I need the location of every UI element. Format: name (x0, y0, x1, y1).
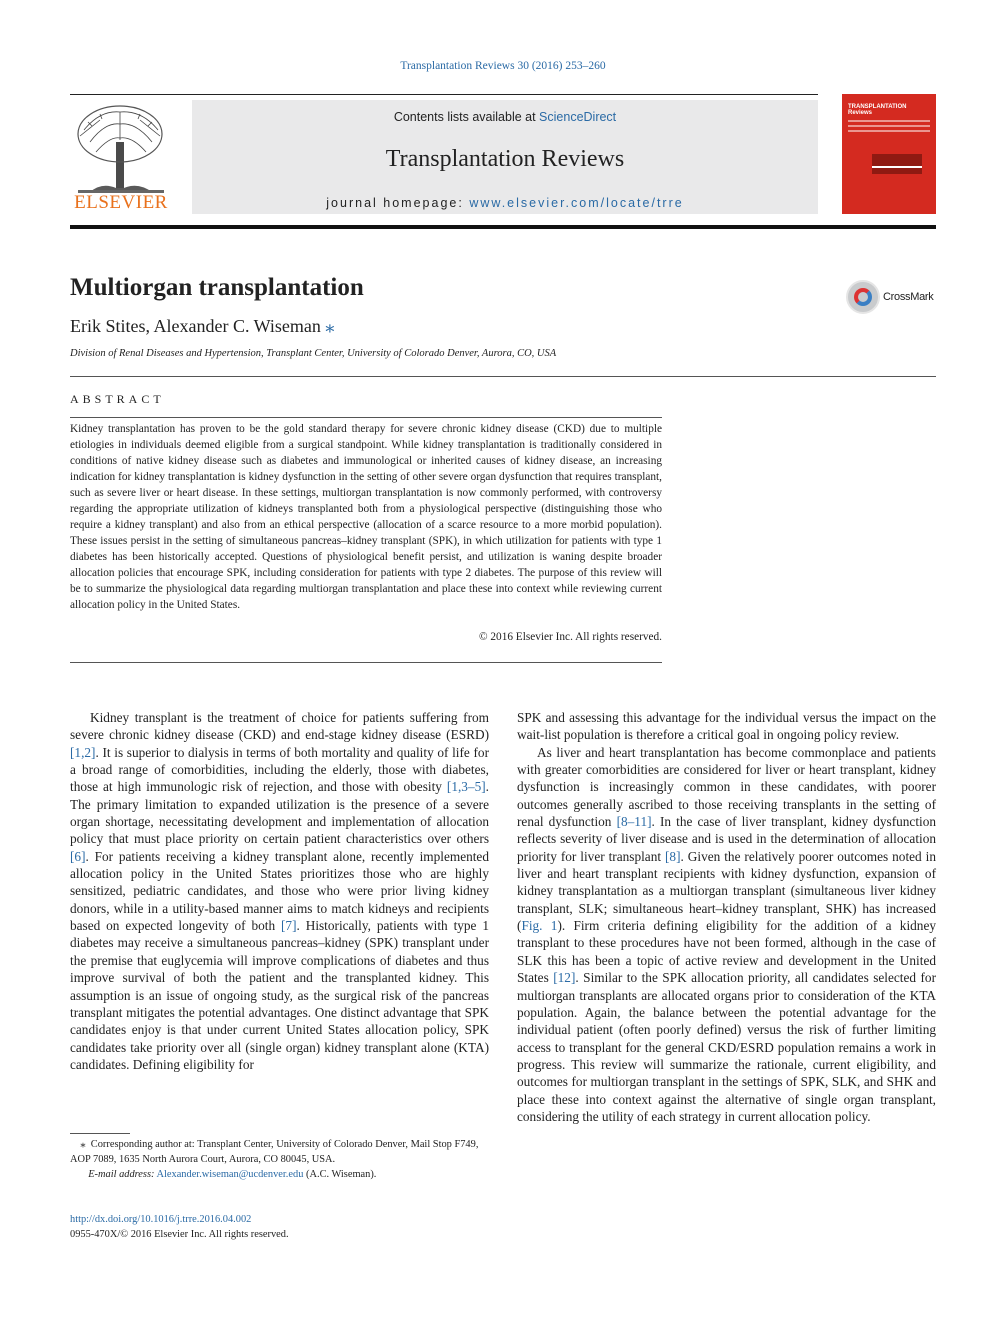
body-paragraph: As liver and heart transplantation has become commonplace and patients with greater comorbidities are considered for liver or heart transplant, kidney dysfunction is increasingly common in these candidates, with poorer outcomes generally ascribed to those receiving transplants in the setting of renal dysfunction [8–11]. In the case of liver transplant, kidney dysfunction reflects severity of liver disease and is used in the determination of allocation priority for liver transplant [8]. Given the relatively poorer outcomes noted in liver and heart transplant recipients with kidney dysfunction, expansion of kidney transplantation as a multiorgan transplant (simultaneous liver kidney transplant, SLK; simultaneous heart–kidney transplant, SHK) has increased (Fig. 1). Firm criteria defining eligibility for the addition of a kidney transplant to these procedures have not been formed, although in the case of SLK this has been a topic of active review and development in the United States [12]. Similar to the SPK allocation priority, all candidates selected for multiorgan transplants are allocated organs prior to consideration of the KTA population. Again, the balance between the potential advantage for the individual patient (often poorly defined) versus the risk of further limiting access to transplant for the general CKD/ESRD population remains a work in progress. This review will summarize the rationale, current eligibility, and outcomes for multiorgan transplant in the settings of SPK, SLK, and SHK and place these into context against the alternative of single organ transplant, considering the utility of each strategy in current allocation policy. (517, 744, 937, 1124)
citation-ref[interactable]: [6] (70, 848, 86, 864)
email-link[interactable]: Alexander.wiseman@ucdenver.edu (156, 1169, 304, 1180)
header-rule (70, 94, 818, 95)
journal-homepage (192, 196, 818, 210)
abstract-text: Kidney transplantation has proven to be the gold standard therapy for severe chronic kidney disease (CKD) due to multiple etiologies in individuals deemed eligible from a surgical standpoint. While kidney transplantation is traditionally considered in conditions of native kidney disease such as diabetes and immunological or inherited causes of kidney disease, an increasing indication for kidney transplantation is kidney dysfunction in the setting of other severe organ dysfunction that requires transplant, such as severe liver or heart disease. In these settings, multiorgan transplantation is now commonly performed, with controversy regarding the appropriate utilization of kidneys transplanted both from a physiological perspective (distinguishing those who require a kidney transplant) and also from an ethical perspective (allocation of a scarce resource to a more morbid population). These issues persist in the setting of simultaneous pancreas–kidney transplant (SPK), in which utilization for patients with type 1 diabetes has been historically accepted. Questions of physiological benefit persist, and utilization is waning despite broader allocation policies that encourage SPK, including consideration for patients with type 2 diabetes. The purpose of this review will be to summarize the physiological data regarding multiorgan transplantation and place these into context while reviewing current allocation policy in the United States. (70, 423, 662, 611)
article-authors (70, 316, 334, 337)
footnote-address: ⁎ Corresponding author at: Transplant Center, University of Colorado Denver, Mail Stop F749, AOP 7089, 1635 North Aurora Court, Aurora, CO 80045, USA. (70, 1139, 479, 1165)
homepage-link[interactable]: www.elsevier.com/locate/trre (469, 196, 684, 210)
body-column-left (70, 709, 489, 1073)
cover-bar (872, 166, 922, 168)
figure-ref[interactable]: Fig. 1 (521, 918, 558, 934)
abstract-heading: ABSTRACT (70, 392, 165, 406)
crossmark-label: CrossMark (883, 291, 934, 303)
crossmark-icon (846, 280, 880, 314)
citation-ref[interactable]: [8] (665, 848, 681, 864)
author-affiliation: Division of Renal Diseases and Hypertension, Transplant Center, University of Colorado Denver, Aurora, CO, USA (70, 348, 557, 359)
journal-banner (192, 100, 818, 214)
citation-ref[interactable]: [1,2] (70, 744, 96, 760)
citation-ref[interactable]: [12] (553, 970, 576, 986)
elsevier-wordmark: ELSEVIER (74, 192, 168, 213)
body-paragraph: Kidney transplant is the treatment of choice for patients suffering from severe chronic kidney disease (CKD) and end-stage kidney disease (ESRD) [1,2]. It is superior to dialysis in terms of both mortality and quality of life for a broad range of comorbidities, including the elderly, those with diabetes, those at high immunologic risk of rejection, and those with obesity [1,3–5]. The primary limitation to expanded utilization is the presence of a severe organ shortage, necessitating development and implementation of allocation policy that must place priority on certain patient characteristics over others [6]. For patients receiving a kidney transplant alone, recently implemented allocation policy in the United States prioritizes those who are highly sensitized, pediatric candidates, and those who were prior living kidney donors, while in a utility-based manner aims to match kidneys and recipients based on expected longevity of both [7]. Historically, patients with type 1 diabetes may receive a simultaneous pancreas–kidney (SPK) transplant under the premise that euglycemia will improve complications of diabetes and thus improve survival of both the patient and the transplanted kidney. This assumption is an issue of ongoing study, as the surgical risk of the pancreas transplant mitigates the potential advantages. One distinct advantage that SPK candidates enjoy is that under current United States allocation policy, SPK candidates take priority over all (single organ) kidney transplant alone (KTA) candidates. Defining eligibility for (70, 710, 489, 1072)
doi-link[interactable]: http://dx.doi.org/10.1016/j.trre.2016.04.002 (70, 1214, 252, 1225)
contents-prefix: Contents lists available at (393, 110, 540, 124)
journal-citation[interactable]: Transplantation Reviews 30 (2016) 253–260 (400, 60, 606, 72)
body-column-right (517, 709, 936, 1125)
corresponding-author-footnote (70, 1137, 489, 1182)
citation-ref[interactable]: [1,3–5] (446, 779, 486, 795)
abstract-copyright: © 2016 Elsevier Inc. All rights reserved. (478, 631, 662, 643)
journal-cover-thumbnail (842, 94, 936, 214)
abstract-top-rule (70, 376, 936, 377)
homepage-prefix: journal homepage: (326, 196, 470, 210)
corresponding-author-mark[interactable]: ⁎ (325, 316, 335, 336)
footnote-rule (70, 1133, 130, 1134)
crossmark-badge[interactable] (846, 280, 936, 318)
cover-title: TRANSPLANTATION Reviews (848, 104, 907, 116)
article-title: Multiorgan transplantation (70, 274, 364, 301)
issn-copyright: 0955-470X/© 2016 Elsevier Inc. All rights reserved. (70, 1229, 289, 1240)
abstract-rule (70, 417, 662, 418)
body-paragraph: SPK and assessing this advantage for the individual versus the impact on the wait-list population is therefore a critical goal in ongoing policy review. (517, 710, 936, 743)
contents-availability (192, 110, 818, 124)
cover-decoration (848, 120, 930, 135)
journal-header (70, 94, 936, 214)
citation-ref[interactable]: [7] (281, 918, 297, 934)
cover-block (872, 154, 922, 174)
author-names: Erik Stites, Alexander C. Wiseman (70, 316, 321, 336)
journal-title: Transplantation Reviews (385, 146, 625, 172)
abstract-bottom-rule (70, 662, 662, 663)
sciencedirect-link[interactable]: ScienceDirect (539, 110, 617, 124)
header-divider (70, 225, 936, 229)
citation-ref[interactable]: [8–11] (616, 814, 652, 830)
footnote-email: E-mail address: Alexander.wiseman@ucdenver.edu (A.C. Wiseman). (88, 1169, 377, 1180)
